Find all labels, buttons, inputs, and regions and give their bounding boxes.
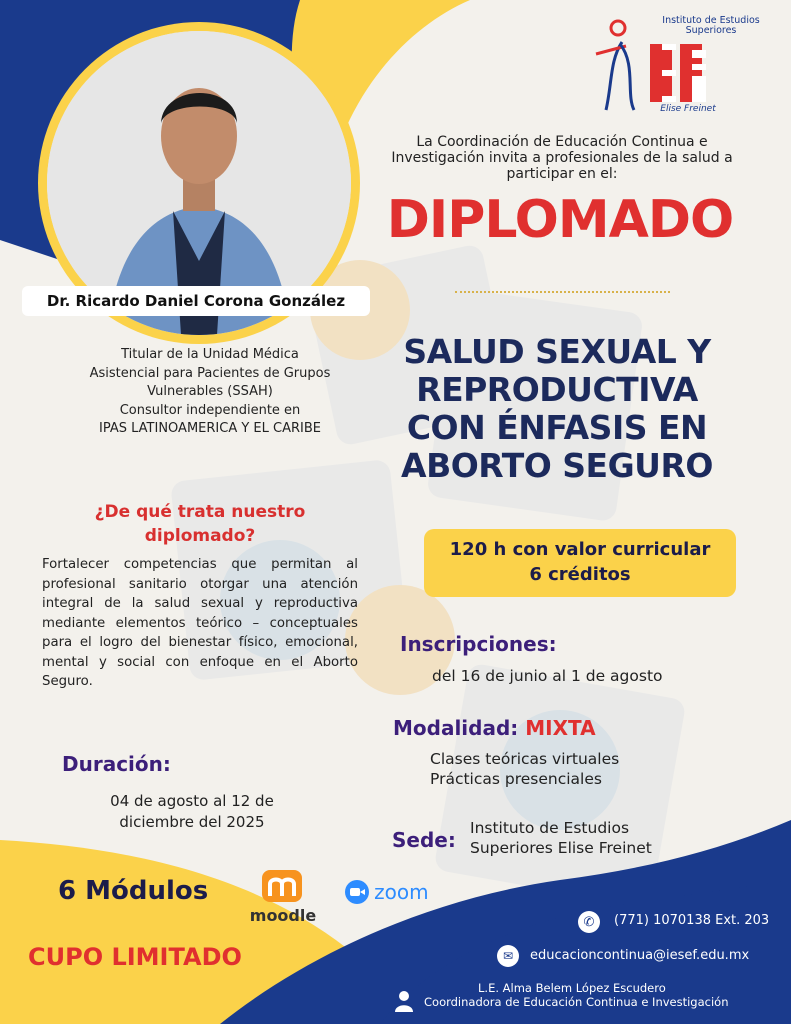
credits-count: 6 créditos bbox=[529, 564, 631, 585]
modalidad-value: MIXTA bbox=[525, 716, 596, 740]
duracion-value bbox=[92, 791, 292, 833]
intro-text bbox=[362, 134, 762, 182]
contact-phone: (771) 1070138 Ext. 203 bbox=[614, 913, 770, 928]
limited-spots: CUPO LIMITADO bbox=[28, 943, 242, 971]
intro-line: La Coordinación de Educación Continua e bbox=[416, 134, 708, 150]
moodle-icon bbox=[248, 870, 318, 904]
about-title bbox=[70, 500, 330, 548]
duracion-line: diciembre del 2025 bbox=[119, 813, 265, 831]
modalidad-label: Modalidad: bbox=[393, 716, 519, 740]
speaker-titles bbox=[60, 346, 360, 439]
about-title-line: ¿De qué trata nuestro bbox=[94, 502, 306, 522]
inscripciones-label: Inscripciones: bbox=[400, 632, 557, 656]
inscripciones-value: del 16 de junio al 1 de agosto bbox=[432, 667, 663, 685]
sede-value bbox=[470, 818, 652, 858]
speaker-title-line: Asistencial para Pacientes de Grupos bbox=[89, 365, 331, 381]
zoom-camera-icon bbox=[345, 880, 369, 904]
mail-icon: ✉ bbox=[497, 945, 519, 967]
logo-text bbox=[656, 16, 766, 36]
modalidad-heading bbox=[393, 716, 596, 740]
moodle-logo bbox=[248, 870, 318, 925]
institute-logo bbox=[586, 14, 766, 118]
headline: DIPLOMADO bbox=[386, 190, 734, 250]
about-title-line: diplomado? bbox=[144, 526, 256, 546]
coordinator-name: L.E. Alma Belem López Escudero bbox=[478, 981, 666, 995]
sede-line: Instituto de Estudios bbox=[470, 819, 630, 837]
dotted-divider bbox=[455, 291, 670, 293]
program-title-line: SALUD SEXUAL Y bbox=[403, 332, 711, 371]
program-title-line: REPRODUCTIVA bbox=[416, 370, 698, 409]
modules-count: 6 Módulos bbox=[58, 876, 209, 906]
modalidad-line: Clases teóricas virtuales bbox=[430, 750, 620, 768]
duracion-line: 04 de agosto al 12 de bbox=[110, 792, 274, 810]
about-body: Fortalecer competencias que permitan al profesional sanitario otorgar una atención integral de la salud sexual y reproductiva mediante elementos teórico – conceptuales para el logro del bienestar físico, emocional, mental y social con enfoque en el Aborto Seguro. bbox=[42, 557, 358, 689]
credits-hours: 120 h con valor curricular bbox=[449, 539, 711, 560]
intro-line: Investigación invita a profesionales de la salud a bbox=[391, 150, 733, 166]
phone-icon: ✆ bbox=[578, 911, 600, 933]
credits-badge bbox=[424, 529, 736, 597]
speaker-title-line: Consultor independiente en bbox=[119, 402, 301, 418]
speaker-name: Dr. Ricardo Daniel Corona González bbox=[22, 286, 370, 316]
contact-email[interactable]: educacioncontinua@iesef.edu.mx bbox=[530, 948, 750, 963]
intro-line: participar en el: bbox=[506, 166, 618, 182]
speaker-title-line: Titular de la Unidad Médica bbox=[121, 347, 299, 362]
sede-line: Superiores Elise Freinet bbox=[470, 839, 652, 857]
moodle-label: moodle bbox=[249, 906, 317, 925]
sede-label: Sede: bbox=[392, 828, 456, 852]
duracion-label: Duración: bbox=[62, 752, 171, 776]
program-title-line: ABORTO SEGURO bbox=[401, 446, 713, 485]
logo-tagline: Elise Freinet bbox=[660, 104, 716, 114]
program-title-line: CON ÉNFASIS EN bbox=[406, 408, 708, 447]
speaker-title-line: Vulnerables (SSAH) bbox=[147, 384, 273, 399]
person-icon bbox=[393, 990, 415, 1012]
program-title bbox=[352, 333, 762, 485]
modalidad-line: Prácticas presenciales bbox=[430, 770, 602, 788]
logo-line1: Instituto de Estudios bbox=[662, 15, 760, 26]
zoom-label: zoom bbox=[374, 880, 429, 904]
speaker-title-line: IPAS LATINOAMERICA Y EL CARIBE bbox=[99, 421, 321, 436]
logo-line2: Superiores bbox=[685, 25, 737, 36]
zoom-logo bbox=[345, 880, 445, 910]
coordinator-role: Coordinadora de Educación Continua e Investigación bbox=[424, 995, 729, 1009]
